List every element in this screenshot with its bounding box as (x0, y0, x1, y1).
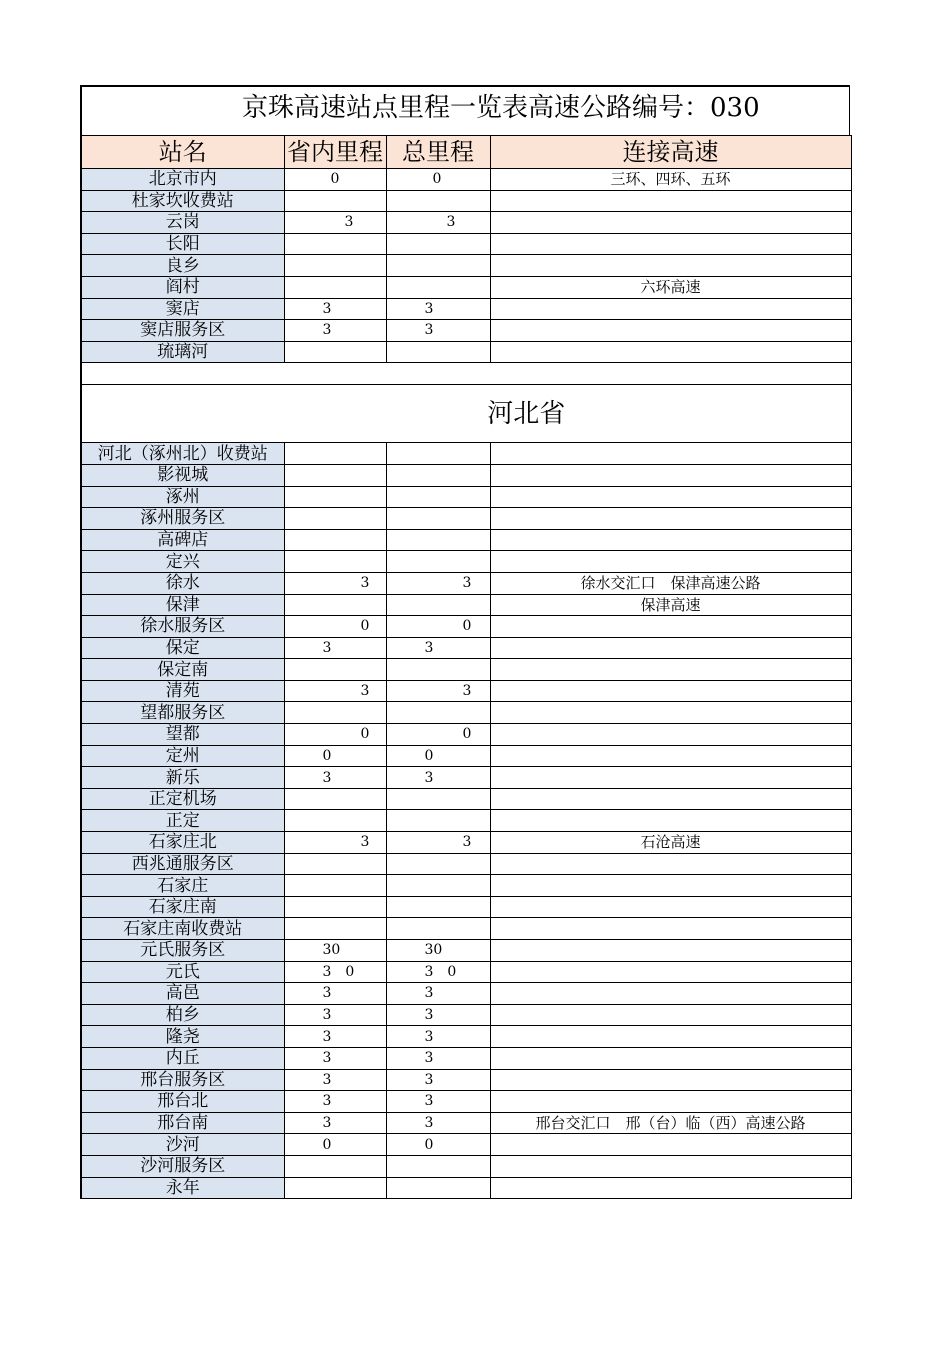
province-heading: 河北省 (487, 398, 566, 429)
total-mileage-cell: 3 (386, 1004, 490, 1026)
connecting-highway-cell (490, 551, 851, 573)
provincial-mileage-cell (284, 702, 386, 724)
total-mileage-cell: 3 (386, 832, 490, 854)
provincial-mileage-cell (284, 810, 386, 832)
table-row (81, 1155, 851, 1177)
connecting-highway-cell (490, 918, 851, 940)
total-mileage-cell (386, 875, 490, 897)
table-row (81, 1112, 851, 1134)
station-name-cell: 徐水 (81, 572, 284, 594)
connecting-highway-cell: 三环、四环、五环 (490, 169, 851, 191)
table-row (81, 1069, 851, 1091)
station-name-cell: 石家庄南收费站 (81, 918, 284, 940)
page-title: 京珠高速站点里程一览表高速公路编号：030 (242, 93, 760, 123)
total-mileage-cell: 30 (386, 940, 490, 962)
station-name-cell: 涿州 (81, 486, 284, 508)
table-row (81, 1026, 851, 1048)
table-row (81, 486, 851, 508)
total-mileage-cell (386, 190, 490, 212)
connecting-highway-cell (490, 1004, 851, 1026)
station-name-cell: 石家庄北 (81, 832, 284, 854)
provincial-mileage-cell (284, 1177, 386, 1199)
connecting-highway-cell (490, 1134, 851, 1156)
provincial-mileage-cell: 0 (284, 169, 386, 191)
connecting-highway-cell (490, 875, 851, 897)
connecting-highway-cell (490, 212, 851, 234)
total-mileage-cell: 3 (386, 767, 490, 789)
table-row (81, 637, 851, 659)
provincial-mileage-cell: 3 (284, 1069, 386, 1091)
station-name-cell: 徐水服务区 (81, 616, 284, 638)
table-row (81, 616, 851, 638)
table-row (81, 508, 851, 530)
station-name-cell: 元氏服务区 (81, 940, 284, 962)
table-row (81, 298, 851, 320)
station-name-cell: 涿州服务区 (81, 508, 284, 530)
station-name-cell: 保津 (81, 594, 284, 616)
provincial-mileage-cell (284, 659, 386, 681)
total-mileage-cell: 3 (386, 680, 490, 702)
station-name-cell: 沙河服务区 (81, 1155, 284, 1177)
station-name-cell: 元氏 (81, 961, 284, 983)
provincial-mileage-cell (284, 875, 386, 897)
table-row (81, 529, 851, 551)
connecting-highway-cell (490, 1047, 851, 1069)
provincial-mileage-cell (284, 529, 386, 551)
station-name-cell: 沙河 (81, 1134, 284, 1156)
station-name-cell: 杜家坎收费站 (81, 190, 284, 212)
total-mileage-cell: 0 (386, 724, 490, 746)
connecting-highway-cell (490, 190, 851, 212)
connecting-highway-cell (490, 1069, 851, 1091)
connecting-highway-cell: 徐水交汇口 保津高速公路 (490, 572, 851, 594)
table-row (81, 212, 851, 234)
connecting-highway-cell (490, 1026, 851, 1048)
connecting-highway-cell (490, 1177, 851, 1199)
provincial-mileage-cell: 3 (284, 637, 386, 659)
table-row (81, 1134, 851, 1156)
connecting-highway-cell (490, 443, 851, 465)
provincial-mileage-cell: 3 (284, 1004, 386, 1026)
total-mileage-cell (386, 788, 490, 810)
station-name-cell: 柏乡 (81, 1004, 284, 1026)
table-row (81, 443, 851, 465)
total-mileage-cell (386, 810, 490, 832)
table-row (81, 1047, 851, 1069)
connecting-highway-cell (490, 1155, 851, 1177)
provincial-mileage-cell (284, 788, 386, 810)
provincial-mileage-cell: 0 (284, 745, 386, 767)
table-row (81, 464, 851, 486)
total-mileage-cell (386, 276, 490, 298)
connecting-highway-cell (490, 961, 851, 983)
station-name-cell: 邢台服务区 (81, 1069, 284, 1091)
total-mileage-cell (386, 508, 490, 530)
total-mileage-cell: 3 (386, 1069, 490, 1091)
connecting-highway-cell (490, 529, 851, 551)
provincial-mileage-cell: 3 (284, 767, 386, 789)
station-name-cell: 定州 (81, 745, 284, 767)
total-mileage-cell (386, 529, 490, 551)
provincial-mileage-cell: 0 (284, 616, 386, 638)
provincial-mileage-cell: 30 (284, 940, 386, 962)
provincial-mileage-cell: 0 (284, 724, 386, 746)
total-mileage-cell (386, 551, 490, 573)
provincial-mileage-cell (284, 486, 386, 508)
header-row (81, 136, 851, 169)
station-name-cell: 邢台南 (81, 1112, 284, 1134)
table-row (81, 572, 851, 594)
table-row (81, 810, 851, 832)
provincial-mileage-cell: 3 (284, 1091, 386, 1113)
table-row (81, 680, 851, 702)
provincial-mileage-cell (284, 443, 386, 465)
connecting-highway-cell (490, 767, 851, 789)
provincial-mileage-cell (284, 276, 386, 298)
connecting-highway-cell (490, 1091, 851, 1113)
total-mileage-cell (386, 255, 490, 277)
station-name-cell: 望都 (81, 724, 284, 746)
connecting-highway-cell: 六环高速 (490, 276, 851, 298)
table-row (81, 983, 851, 1005)
table-row (81, 875, 851, 897)
provincial-mileage-cell: 3 (284, 320, 386, 342)
table-row (81, 190, 851, 212)
total-mileage-cell: 0 (386, 1134, 490, 1156)
station-name-cell: 新乐 (81, 767, 284, 789)
provincial-mileage-cell: 3 (284, 1112, 386, 1134)
connecting-highway-cell (490, 616, 851, 638)
table-row (81, 961, 851, 983)
station-name-cell: 阎村 (81, 276, 284, 298)
station-name-cell: 北京市内 (81, 169, 284, 191)
station-name-cell: 正定 (81, 810, 284, 832)
station-name-cell: 河北（涿州北）收费站 (81, 443, 284, 465)
station-name-cell: 永年 (81, 1177, 284, 1199)
provincial-mileage-cell: 3 (284, 1026, 386, 1048)
total-mileage-cell (386, 486, 490, 508)
connecting-highway-cell (490, 486, 851, 508)
total-mileage-cell (386, 1177, 490, 1199)
connecting-highway-cell (490, 724, 851, 746)
station-name-cell: 内丘 (81, 1047, 284, 1069)
station-name-cell: 云岗 (81, 212, 284, 234)
table-row (81, 702, 851, 724)
total-mileage-cell (386, 896, 490, 918)
provincial-mileage-cell: 3 (284, 680, 386, 702)
station-name-cell: 良乡 (81, 255, 284, 277)
total-mileage-cell (386, 1155, 490, 1177)
table-row (81, 276, 851, 298)
table-row (81, 724, 851, 746)
header-total-mileage: 总里程 (386, 136, 490, 169)
station-name-cell: 长阳 (81, 233, 284, 255)
connecting-highway-cell (490, 233, 851, 255)
total-mileage-cell: 0 (386, 169, 490, 191)
provincial-mileage-cell: 3 (284, 212, 386, 234)
station-name-cell: 保定 (81, 637, 284, 659)
connecting-highway-cell (490, 320, 851, 342)
spacer-row (81, 363, 851, 385)
station-name-cell: 高碑店 (81, 529, 284, 551)
provincial-mileage-cell (284, 918, 386, 940)
table-row (81, 940, 851, 962)
table-row (81, 659, 851, 681)
table-row (81, 896, 851, 918)
province-heading-cell (81, 385, 851, 443)
provincial-mileage-cell (284, 1155, 386, 1177)
provincial-mileage-cell: 3 (284, 983, 386, 1005)
provincial-mileage-cell (284, 255, 386, 277)
station-name-cell: 西兆通服务区 (81, 853, 284, 875)
provincial-mileage-cell: 3 (284, 298, 386, 320)
spreadsheet (80, 85, 850, 1199)
total-mileage-cell (386, 918, 490, 940)
table-row (81, 745, 851, 767)
total-mileage-cell (386, 443, 490, 465)
table-row (81, 255, 851, 277)
header-provincial-mileage: 省内里程 (284, 136, 386, 169)
station-name-cell: 窦店 (81, 298, 284, 320)
provincial-mileage-cell (284, 233, 386, 255)
connecting-highway-cell: 石沧高速 (490, 832, 851, 854)
header-station-name: 站名 (81, 136, 284, 169)
total-mileage-cell (386, 464, 490, 486)
total-mileage-cell (386, 594, 490, 616)
station-name-cell: 琉璃河 (81, 341, 284, 363)
total-mileage-cell (386, 702, 490, 724)
table-row (81, 233, 851, 255)
connecting-highway-cell (490, 508, 851, 530)
table-row (81, 853, 851, 875)
total-mileage-cell: 3 (386, 212, 490, 234)
provincial-mileage-cell: 3 (284, 1047, 386, 1069)
total-mileage-cell: 3 (386, 572, 490, 594)
table-row (81, 767, 851, 789)
station-name-cell: 石家庄 (81, 875, 284, 897)
connecting-highway-cell (490, 745, 851, 767)
provincial-mileage-cell (284, 853, 386, 875)
provincial-mileage-cell (284, 464, 386, 486)
table-row (81, 1091, 851, 1113)
station-name-cell: 定兴 (81, 551, 284, 573)
station-name-cell: 窦店服务区 (81, 320, 284, 342)
provincial-mileage-cell: 3 (284, 832, 386, 854)
station-name-cell: 影视城 (81, 464, 284, 486)
connecting-highway-cell (490, 788, 851, 810)
table-row (81, 551, 851, 573)
connecting-highway-cell (490, 659, 851, 681)
provincial-mileage-cell (284, 896, 386, 918)
station-name-cell: 邢台北 (81, 1091, 284, 1113)
station-table (80, 135, 852, 1199)
total-mileage-cell: 3 (386, 320, 490, 342)
total-mileage-cell: 3 0 (386, 961, 490, 983)
table-row (81, 1177, 851, 1199)
provincial-mileage-cell (284, 508, 386, 530)
header-connecting-highway: 连接高速 (490, 136, 851, 169)
connecting-highway-cell (490, 680, 851, 702)
connecting-highway-cell (490, 983, 851, 1005)
total-mileage-cell: 3 (386, 637, 490, 659)
table-row (81, 832, 851, 854)
connecting-highway-cell: 邢台交汇口 邢（台）临（西）高速公路 (490, 1112, 851, 1134)
total-mileage-cell: 3 (386, 1112, 490, 1134)
total-mileage-cell: 3 (386, 298, 490, 320)
station-name-cell: 清苑 (81, 680, 284, 702)
provincial-mileage-cell (284, 551, 386, 573)
title-block (80, 85, 850, 135)
total-mileage-cell (386, 341, 490, 363)
table-row (81, 594, 851, 616)
station-name-cell: 石家庄南 (81, 896, 284, 918)
connecting-highway-cell (490, 298, 851, 320)
table-row (81, 320, 851, 342)
table-row (81, 341, 851, 363)
total-mileage-cell: 0 (386, 745, 490, 767)
table-row (81, 788, 851, 810)
connecting-highway-cell (490, 255, 851, 277)
total-mileage-cell (386, 233, 490, 255)
station-name-cell: 隆尧 (81, 1026, 284, 1048)
provincial-mileage-cell (284, 190, 386, 212)
connecting-highway-cell (490, 810, 851, 832)
connecting-highway-cell (490, 896, 851, 918)
total-mileage-cell: 3 (386, 1047, 490, 1069)
provincial-mileage-cell: 0 (284, 1134, 386, 1156)
province-row (81, 385, 851, 443)
connecting-highway-cell (490, 940, 851, 962)
spacer-cell (81, 363, 851, 385)
connecting-highway-cell (490, 853, 851, 875)
connecting-highway-cell (490, 637, 851, 659)
connecting-highway-cell: 保津高速 (490, 594, 851, 616)
total-mileage-cell (386, 659, 490, 681)
connecting-highway-cell (490, 702, 851, 724)
total-mileage-cell (386, 853, 490, 875)
provincial-mileage-cell (284, 341, 386, 363)
total-mileage-cell: 3 (386, 1026, 490, 1048)
station-name-cell: 保定南 (81, 659, 284, 681)
provincial-mileage-cell: 3 0 (284, 961, 386, 983)
total-mileage-cell: 0 (386, 616, 490, 638)
connecting-highway-cell (490, 464, 851, 486)
table-row (81, 918, 851, 940)
station-name-cell: 高邑 (81, 983, 284, 1005)
total-mileage-cell: 3 (386, 1091, 490, 1113)
table-row (81, 1004, 851, 1026)
total-mileage-cell: 3 (386, 983, 490, 1005)
station-name-cell: 望都服务区 (81, 702, 284, 724)
table-row (81, 169, 851, 191)
connecting-highway-cell (490, 341, 851, 363)
provincial-mileage-cell: 3 (284, 572, 386, 594)
station-name-cell: 正定机场 (81, 788, 284, 810)
provincial-mileage-cell (284, 594, 386, 616)
